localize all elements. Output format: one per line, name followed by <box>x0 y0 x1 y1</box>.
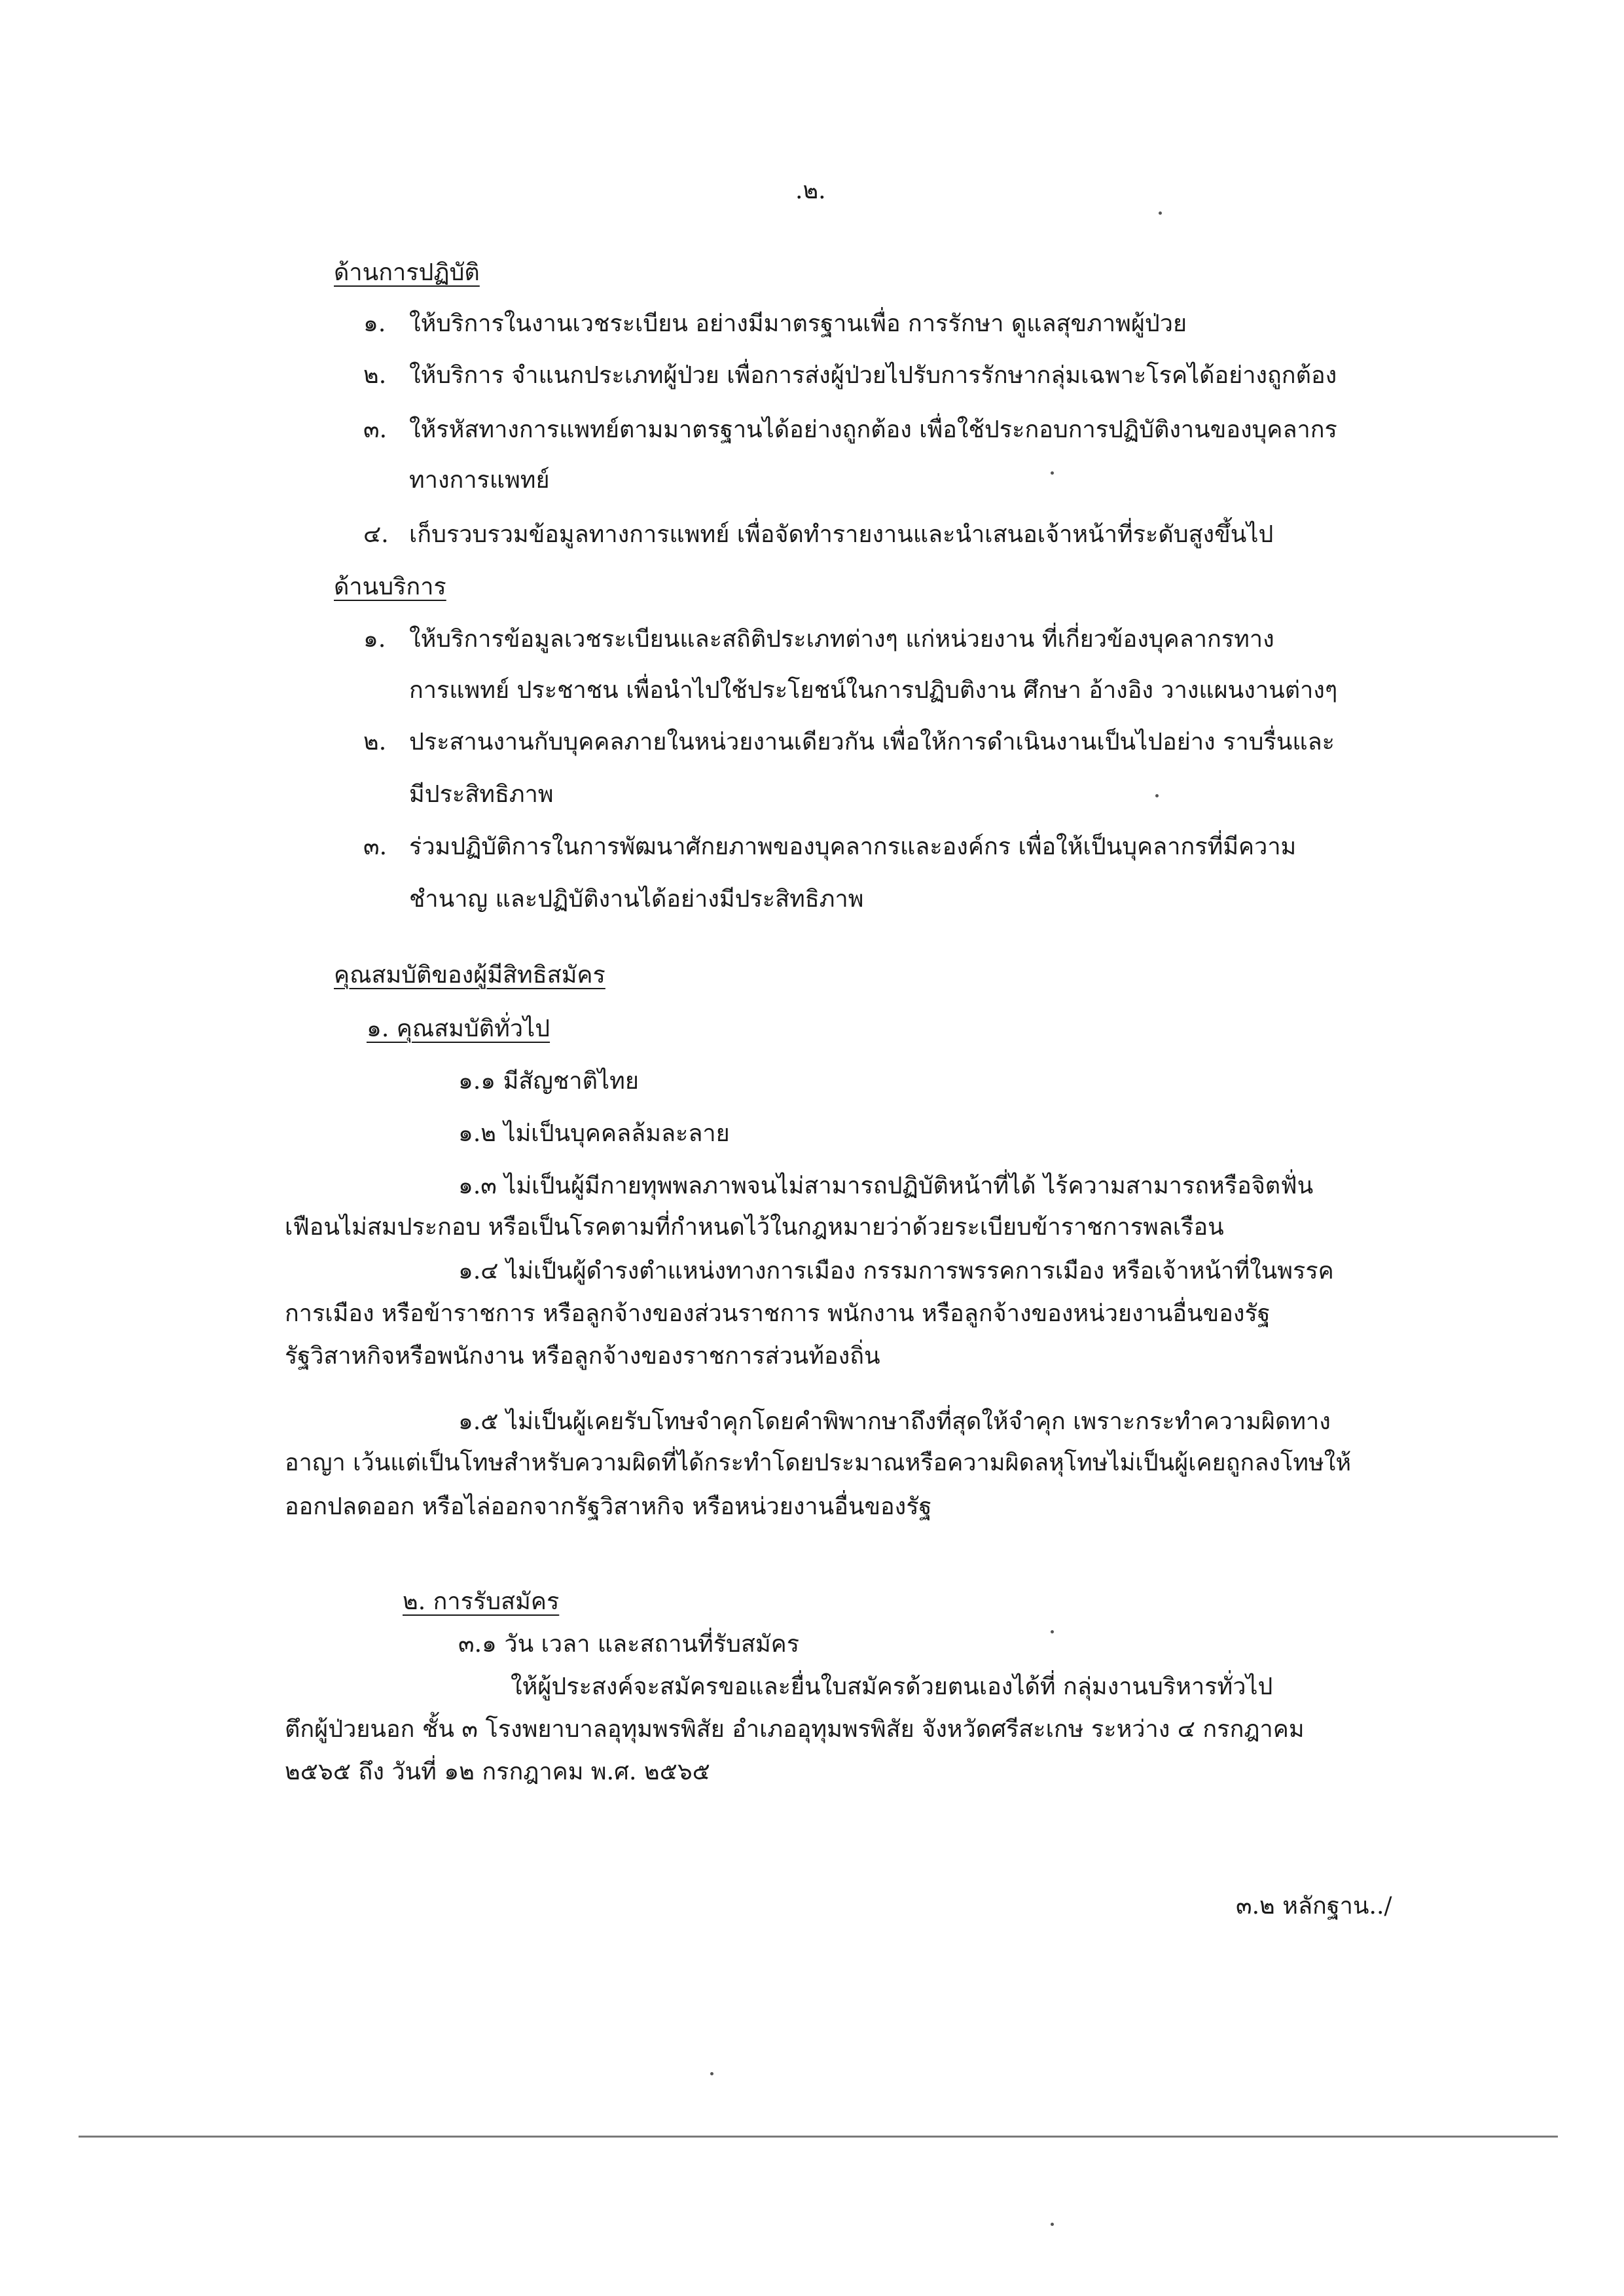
item-text: ให้รหัสทางการแพทย์ตามมาตรฐานได้อย่างถูกต้อง เพื่อใช้ประกอบการปฏิบัติงานของบุคลากร <box>409 416 1337 443</box>
service-item-3-cont: ชำนาญ และปฏิบัติงานได้อย่างมีประสิทธิภาพ <box>409 886 864 913</box>
scan-speck <box>710 2072 713 2075</box>
service-item-2-cont: มีประสิทธิภาพ <box>409 781 554 808</box>
qualification-1-4: ๑.๔ ไม่เป็นผู้ดำรงตำแหน่งทางการเมือง กรรมการพรรคการเมือง หรือเจ้าหน้าที่ในพรรค <box>458 1258 1334 1285</box>
service-item-1-cont: การแพทย์ ประชาชน เพื่อนำไปใช้ประโยชน์ในการปฏิบติงาน ศึกษา อ้างอิง วางแผนงานต่างๆ <box>409 677 1338 704</box>
item-number: ๓. <box>363 416 388 443</box>
general-qualifications-heading: ๑. คุณสมบัติทั่วไป <box>367 1015 550 1042</box>
qualification-1-4-cont-2: รัฐวิสาหกิจหรือพนักงาน หรือลูกจ้างของราชการส่วนท้องถิ่น <box>285 1343 880 1370</box>
service-item-3 <box>363 833 1296 861</box>
service-item-1 <box>363 625 1274 653</box>
qualification-1-3: ๑.๓ ไม่เป็นผู้มีกายทุพพลภาพจนไม่สามารถปฏิบัติหน้าที่ได้ ไร้ความสามารถหรือจิตฟั่น <box>458 1173 1314 1199</box>
item-text: ประสานงานกับบุคคลภายในหน่วยงานเดียวกัน เพื่อให้การดำเนินงานเป็นไปอย่าง ราบรื่นและ <box>409 729 1335 756</box>
practice-item-1 <box>363 310 1187 338</box>
application-sub-heading: ๓.๑ วัน เวลา และสถานที่รับสมัคร <box>458 1631 800 1658</box>
qualification-1-1: ๑.๑ มีสัญชาติไทย <box>458 1068 639 1095</box>
application-heading: ๒. การรับสมัคร <box>403 1588 560 1615</box>
item-number: ๓. <box>363 833 388 860</box>
item-number: ๒. <box>363 362 387 389</box>
qualification-1-5: ๑.๕ ไม่เป็นผู้เคยรับโทษจำคุกโดยคำพิพากษาถึงที่สุดให้จำคุก เพราะกระทำความผิดทาง <box>458 1408 1331 1435</box>
service-item-2 <box>363 728 1335 756</box>
scan-speck <box>1155 794 1159 797</box>
item-text: ให้บริการในงานเวชระเบียน อย่างมีมาตรฐานเพื่อ การรักษา ดูแลสุขภาพผู้ป่วย <box>409 310 1187 337</box>
item-text: ให้บริการข้อมูลเวชระเบียนและสถิติประเภทต่างๆ แก่หน่วยงาน ที่เกี่ยวข้องบุคลากรทาง <box>409 626 1274 653</box>
practice-item-3 <box>363 416 1337 444</box>
item-number: ๑. <box>363 626 386 653</box>
qualification-1-4-cont-1: การเมือง หรือข้าราชการ หรือลูกจ้างของส่วนราชการ พนักงาน หรือลูกจ้างของหน่วยงานอื่นของรัฐ <box>285 1300 1271 1327</box>
practice-item-4 <box>363 520 1273 549</box>
item-text: ร่วมปฏิบัติการในการพัฒนาศักยภาพของบุคลากรและองค์กร เพื่อให้เป็นบุคลากรที่มีความ <box>409 833 1297 860</box>
item-text: ให้บริการ จำแนกประเภทผู้ป่วย เพื่อการส่งผู้ป่วยไปรับการรักษากลุ่มเฉพาะโรคได้อย่างถูกต้อง <box>409 362 1337 389</box>
application-line-1: ให้ผู้ประสงค์จะสมัครขอและยื่นใบสมัครด้วยตนเองได้ที่ กลุ่มงานบริหารทั่วไป <box>511 1673 1273 1700</box>
service-heading: ด้านบริการ <box>334 574 446 600</box>
page-number: .๒. <box>795 177 826 204</box>
qualification-1-2: ๑.๒ ไม่เป็นบุคคลล้มละลาย <box>458 1120 730 1147</box>
qualification-1-5-cont-1: อาญา เว้นแต่เป็นโทษสำหรับความผิดที่ได้กระทำโดยประมาณหรือความผิดลหุโทษไม่เป็นผู้เคยถูกลงโทษให้ <box>285 1449 1352 1476</box>
practice-item-3-cont: ทางการแพทย์ <box>409 467 550 494</box>
application-line-2: ตึกผู้ป่วยนอก ชั้น ๓ โรงพยาบาลอุทุมพรพิสัย อำเภออุทุมพรพิสัย จังหวัดศรีสะเกษ ระหว่าง ๔ กรกฎาคม <box>285 1716 1305 1743</box>
bottom-rule <box>79 2136 1558 2138</box>
item-text: เก็บรวบรวมข้อมูลทางการแพทย์ เพื่อจัดทำรายงานและนำเสนอเจ้าหน้าที่ระดับสูงขึ้นไป <box>409 521 1274 548</box>
qualifications-heading: คุณสมบัติของผู้มีสิทธิสมัคร <box>334 962 605 989</box>
practice-item-2 <box>363 361 1337 390</box>
scan-speck <box>1051 2223 1054 2226</box>
qualification-1-5-cont-2: ออกปลดออก หรือไล่ออกจากรัฐวิสาหกิจ หรือหน่วยงานอื่นของรัฐ <box>285 1493 932 1520</box>
application-line-3: ๒๕๖๕ ถึง วันที่ ๑๒ กรกฎาคม พ.ศ. ๒๕๖๕ <box>285 1758 710 1785</box>
item-number: ๒. <box>363 729 387 756</box>
scan-speck <box>1159 211 1162 215</box>
item-number: ๑. <box>363 310 386 337</box>
practice-heading: ด้านการปฏิบัติ <box>334 259 480 286</box>
item-number: ๔. <box>363 521 389 548</box>
scan-speck <box>1051 1630 1054 1633</box>
continuation-marker: ๓.๒ หลักฐาน../ <box>1236 1893 1392 1920</box>
scan-speck <box>1051 471 1054 475</box>
qualification-1-3-cont: เฟือนไม่สมประกอบ หรือเป็นโรคตามที่กำหนดไว้ในกฎหมายว่าด้วยระเบียบข้าราชการพลเรือน <box>285 1214 1224 1241</box>
